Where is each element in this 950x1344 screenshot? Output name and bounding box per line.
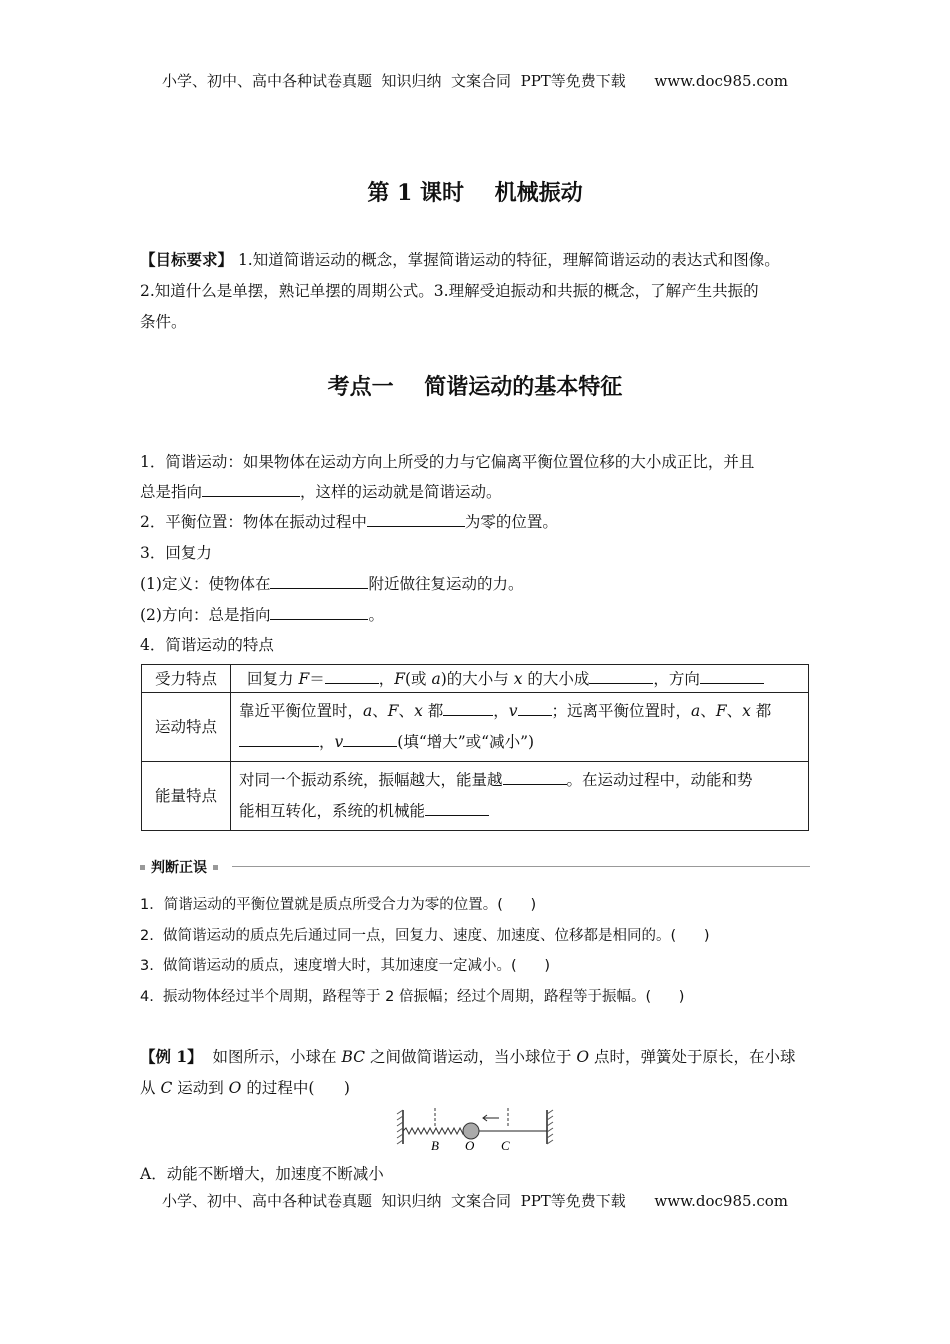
blank[interactable] — [239, 732, 319, 747]
item-3-2 — [140, 605, 384, 625]
spring-oscillator-figure — [395, 1104, 560, 1154]
label-c: C — [501, 1138, 510, 1153]
row-key: 受力特点 — [142, 665, 231, 693]
judge-heading — [140, 857, 810, 877]
text: (1)定义：使物体在 — [140, 575, 271, 593]
ball-icon — [463, 1123, 479, 1139]
option-a: A．动能不断增大，加速度不断减小 — [140, 1165, 384, 1183]
blank[interactable] — [443, 701, 493, 716]
blank[interactable] — [367, 512, 465, 527]
text: 总是指向 — [140, 483, 203, 501]
blank[interactable] — [343, 732, 397, 747]
example-line-1: 【例 1】 如图所示，小球在 BC 之间做简谐运动，当小球位于 O 点时，弹簧处于原长，在小球 — [140, 1047, 796, 1066]
text: 。 — [368, 606, 384, 624]
table-row — [142, 693, 809, 762]
row-key: 能量特点 — [142, 762, 231, 831]
lesson-title: 第 1 课时 机械振动 — [367, 180, 583, 206]
item-1-line-1: 1．简谐运动：如果物体在运动方向上所受的力与它偏离平衡位置位移的大小成正比，并且 — [140, 453, 755, 471]
page-footer: 小学、初中、高中各种试卷真题 知识归纳 文案合同 PPT等免费下载 www.doc985.com — [161, 1192, 788, 1210]
judge-question: 4. 振动物体经过半个周期，路程等于 2 倍振幅；经过个周期，路程等于振幅。( ) — [140, 989, 685, 1005]
judge-question: 1．简谐运动的平衡位置就是质点所受合力为零的位置。( ) — [140, 897, 537, 913]
example-label: 【例 1】 — [140, 1047, 203, 1066]
judge-label: 判断正误 — [151, 860, 207, 876]
text: ，这样的运动就是简谐运动。 — [300, 483, 502, 501]
blank[interactable] — [270, 605, 368, 620]
blank[interactable] — [202, 482, 300, 497]
table-row — [142, 665, 809, 693]
text: (2)方向：总是指向 — [140, 606, 271, 624]
objectives-line-2: 2.知道什么是单摆，熟记单摆的周期公式。3.理解受迫振动和共振的概念，了解产生共振的 — [140, 282, 759, 300]
item-3-1 — [140, 574, 523, 594]
item-4: 4．简谐运动的特点 — [140, 636, 274, 654]
objectives-text: 1.知道简谐运动的概念，掌握简谐运动的特征，理解简谐运动的表达式和图像。 — [233, 251, 780, 269]
arrow-left-icon — [483, 1115, 499, 1121]
blank[interactable] — [503, 770, 567, 785]
blank[interactable] — [589, 669, 653, 684]
right-wall-icon — [547, 1110, 553, 1144]
text: 2．平衡位置：物体在振动过程中 — [140, 513, 367, 531]
objectives-line-1 — [140, 250, 780, 270]
blank[interactable] — [700, 669, 764, 684]
example-line-2: 从 C 运动到 O 的过程中( ) — [140, 1079, 350, 1097]
left-wall-icon — [397, 1110, 403, 1144]
blank[interactable] — [270, 574, 368, 589]
row-content: 回复力 F＝ ，F(或 a)的大小与 x 的大小成 ，方向 — [231, 665, 809, 693]
item-1-line-2 — [140, 482, 502, 502]
spring-icon — [403, 1128, 466, 1134]
page-header: 小学、初中、高中各种试卷真题 知识归纳 文案合同 PPT等免费下载 www.doc985.com — [161, 72, 788, 90]
row-content: 对同一个振动系统，振幅越大，能量越 。在运动过程中，动能和势 能相互转化，系统的机械能 — [231, 762, 809, 831]
label-b: B — [431, 1138, 439, 1153]
row-key: 运动特点 — [142, 693, 231, 762]
item-2 — [140, 512, 558, 532]
blank[interactable] — [325, 669, 379, 684]
judge-question: 2. 做简谐运动的质点先后通过同一点，回复力、速度、加速度、位移都是相同的。( ) — [140, 928, 710, 944]
table-row — [142, 762, 809, 831]
features-table — [141, 664, 809, 831]
item-3: 3．回复力 — [140, 544, 212, 562]
row-content: 靠近平衡位置时，a、F、x 都 ，v ；远离平衡位置时，a、F、x 都 ，v (填“增大”或“减小”) — [231, 693, 809, 762]
blank[interactable] — [518, 701, 552, 716]
text: 附近做往复运动的力。 — [368, 575, 524, 593]
bullet-square — [213, 865, 218, 870]
judge-question: 3. 做简谐运动的质点，速度增大时，其加速度一定减小。( ) — [140, 958, 551, 974]
objectives-line-3: 条件。 — [140, 313, 187, 331]
blank[interactable] — [425, 801, 489, 816]
objectives-label: 【目标要求】 — [140, 250, 234, 269]
section-title: 考点一 简谐运动的基本特征 — [327, 374, 623, 400]
bullet-square — [140, 865, 145, 870]
label-o: O — [465, 1138, 475, 1153]
text: 为零的位置。 — [464, 513, 558, 531]
divider — [232, 866, 810, 867]
